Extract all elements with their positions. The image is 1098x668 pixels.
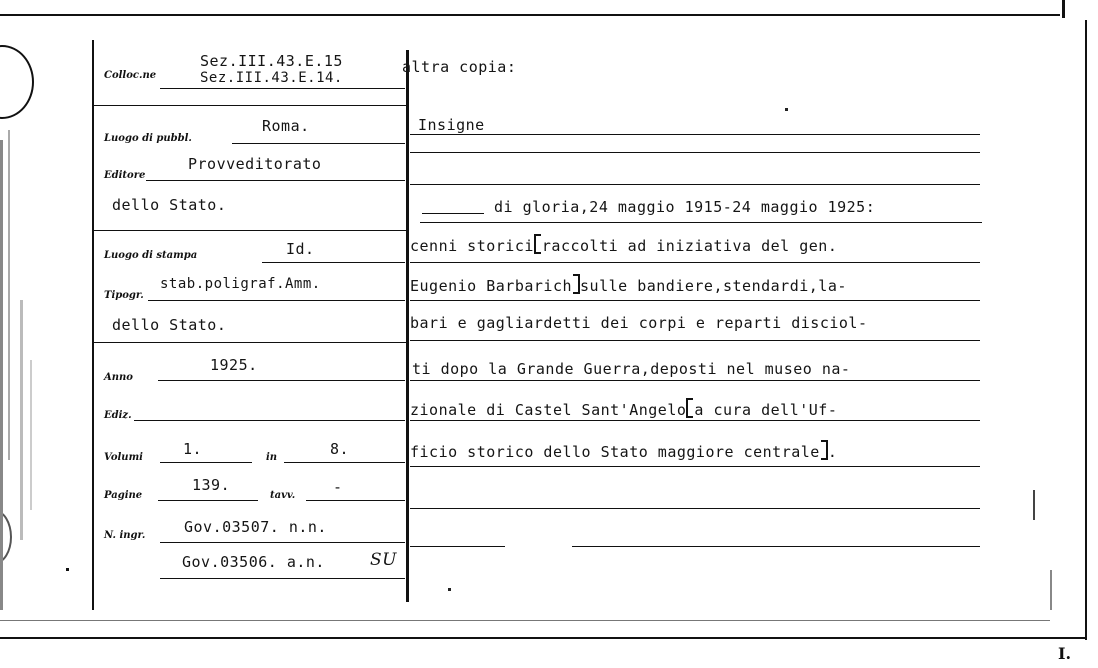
desc-line-4-bracketed: raccolti ad iniziativa del gen. [541,237,838,255]
desc-rule [410,340,980,341]
desc-line-8 [410,398,837,419]
desc-line-4-pre: cenni storici [410,237,534,255]
anno-value: 1925. [210,356,258,374]
pagine-underline [158,500,258,501]
scan-noise [8,130,10,460]
collocazione-underline [160,88,405,89]
scan-noise [0,140,3,610]
desc-line-5-bracketed: Eugenio Barbarich [410,277,573,295]
tipografia-underline [148,300,405,301]
volumi-underline [160,462,252,463]
left-vertical-rule [92,40,94,610]
desc-line-5 [410,274,847,295]
bottom-inner-line [0,620,1050,621]
luogo-pubbl-label: Luogo di pubbl. [104,133,192,144]
desc-rule [410,466,980,467]
desc-line-4 [410,234,837,255]
desc-line-9 [410,440,837,461]
n-ingr-value-1: Gov.03507. n.n. [184,518,327,536]
bottom-edge-line [0,637,1085,639]
n-ingr-label: N. ingr. [104,530,146,541]
center-vertical-rule [406,50,409,602]
collocazione-label: Colloc.ne [104,70,157,81]
in-value: 8. [330,440,350,458]
luogo-pubbl-value: Roma. [262,117,310,135]
desc-rule [410,262,980,263]
top-edge-line [0,14,1060,16]
altra-copia-text: altra copia: [402,58,517,76]
scan-noise [20,300,23,540]
edizione-underline [134,420,405,421]
desc-line-7: ti dopo la Grande Guerra,deposti nel museo na- [412,360,851,378]
open-bracket [686,398,693,418]
in-underline [284,462,405,463]
section-divider [93,105,407,106]
desc-line-6: bari e gagliardetti dei corpi e reparti disciol- [410,314,868,332]
scan-speck [1033,490,1035,520]
scan-noise [30,360,32,510]
desc-line-9-closing: . [827,443,838,461]
desc-rule [410,134,980,135]
scan-speck [1050,570,1052,610]
tavole-value: - [333,478,343,496]
tavole-underline [306,500,405,501]
desc-rule [410,152,980,153]
scan-speck [785,108,788,111]
luogo-stampa-underline [262,262,405,263]
editore-label: Editore [104,170,146,181]
collocazione-value-2: Sez.III.43.E.14. [200,70,343,86]
desc-rule [410,508,980,509]
pagine-label: Pagine [104,490,143,501]
close-bracket [573,274,580,294]
luogo-stampa-value: Id. [286,240,315,258]
top-right-edge [1062,0,1065,18]
volumi-label: Volumi [104,452,143,463]
tipografia-value-1: stab.poligraf.Amm. [160,276,321,292]
volumi-value: 1. [183,440,203,458]
desc-line-9-pre: ficio storico dello Stato maggiore centrale [410,443,820,461]
close-bracket [821,440,828,460]
collocazione-value-1: Sez.III.43.E.15 [200,52,343,70]
desc-rule-short [572,546,980,547]
editore-value-1: Provveditorato [188,155,322,173]
desc-line-8-pre: zionale di Castel Sant'Angelo [410,401,687,419]
desc-line-5-post: sulle bandiere,stendardi,la- [580,277,847,295]
n-ingr-underline [160,542,405,543]
edizione-label: Ediz. [104,410,132,421]
luogo-stampa-label: Luogo di stampa [104,250,198,261]
anno-label: Anno [104,372,133,383]
page-number: I. [1058,644,1072,663]
tavole-label: tavv. [270,490,296,501]
in-label: in [266,452,278,463]
pagine-value: 139. [192,476,231,494]
desc-rule [410,184,980,185]
desc-rule-short [410,546,505,547]
desc-line-8-bracketed: a cura dell'Uf- [694,401,838,419]
punch-hole-arc [0,45,34,119]
tipografia-value-2: dello Stato. [112,316,227,334]
stamp-dot [66,568,69,571]
desc-line-1: Insigne [418,116,485,134]
editore-value-2: dello Stato. [112,196,227,214]
desc-rule [410,380,980,381]
section-divider [93,230,407,231]
desc-rule [410,420,980,421]
n-ingr-value-2: Gov.03506. a.n. [182,553,325,571]
tipografia-label: Tipogr. [104,290,144,301]
n-ingr-underline-2 [160,578,405,579]
desc-line-3: di gloria,24 maggio 1915-24 maggio 1925: [494,198,876,216]
luogo-pubbl-underline [232,143,405,144]
desc-rule [410,300,980,301]
editore-underline [146,180,405,181]
desc-blank-underline [422,213,484,214]
right-edge-line [1085,20,1087,640]
section-divider [93,342,407,343]
desc-rule [420,222,982,223]
anno-underline [158,380,405,381]
open-bracket [534,234,541,254]
handwritten-mark: SU [370,550,397,570]
scan-speck [448,588,451,591]
